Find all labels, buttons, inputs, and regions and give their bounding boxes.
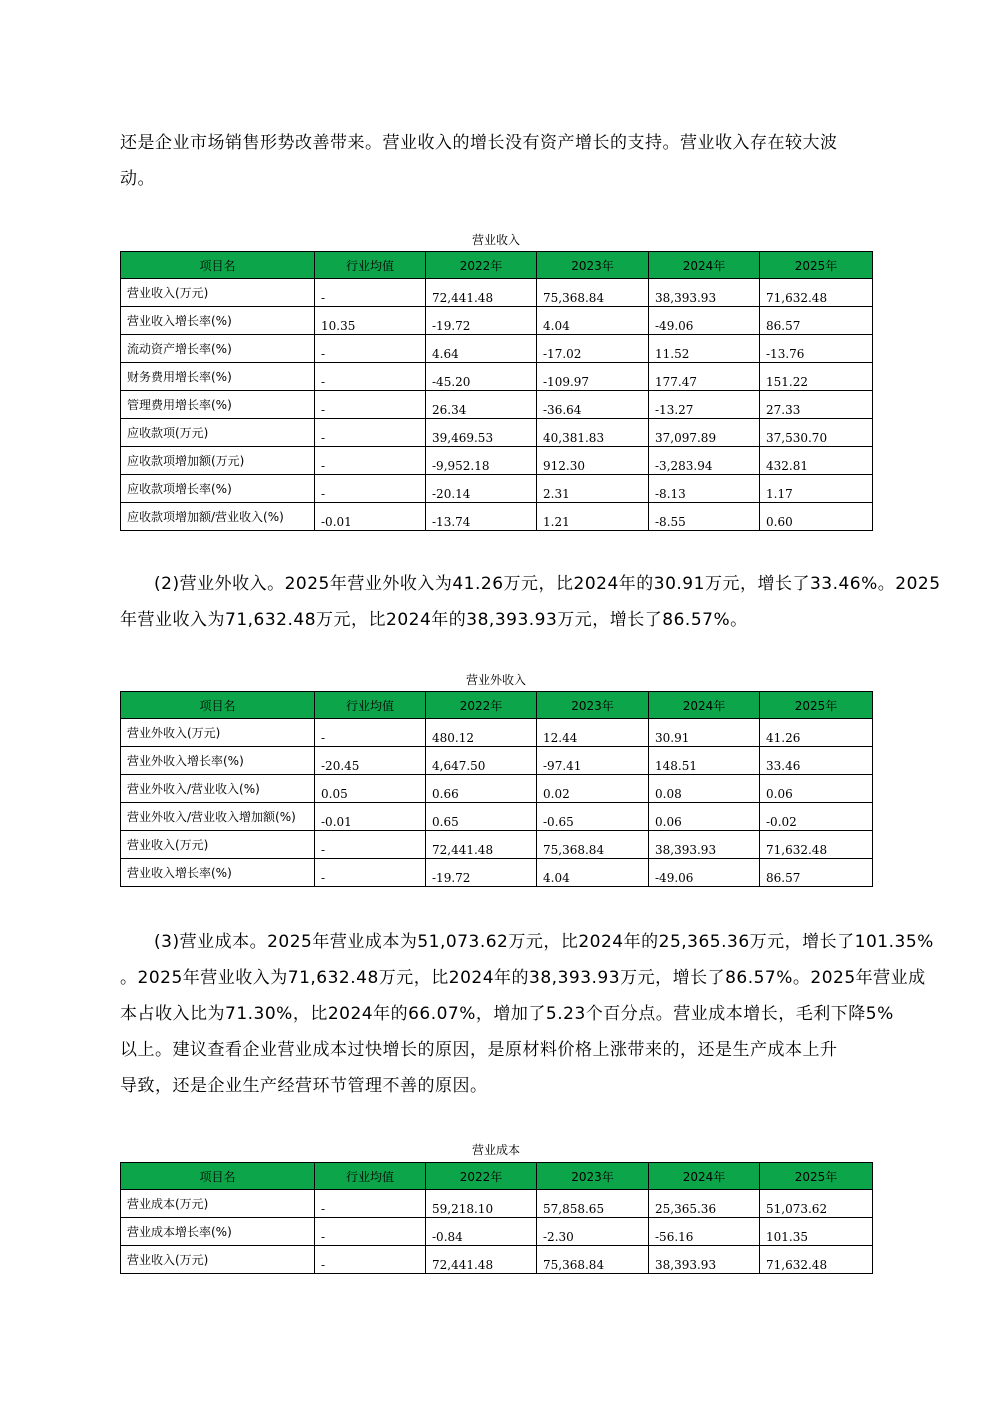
table-cell: 25,365.36 (649, 1190, 760, 1218)
table-header-row (121, 252, 873, 279)
column-header: 项目名 (121, 252, 315, 279)
column-header: 2025年 (760, 1163, 873, 1190)
table2-caption: 营业外收入 (465, 673, 526, 687)
table-cell: 1.21 (537, 503, 649, 531)
table-cell: 39,469.53 (426, 419, 537, 447)
table-cell: - (315, 363, 426, 391)
table-cell: 10.35 (315, 307, 426, 335)
table-row (121, 1190, 873, 1218)
table-cell: 86.57 (760, 859, 873, 887)
revenue-table (120, 251, 873, 531)
column-header: 2024年 (649, 692, 760, 719)
table-cell: -20.45 (315, 747, 426, 775)
row-label: 管理费用增长率(%) (121, 391, 315, 419)
table-cell: 4,647.50 (426, 747, 537, 775)
row-label: 营业收入(万元) (121, 1246, 315, 1274)
column-header: 2023年 (537, 692, 649, 719)
table-cell: -13.74 (426, 503, 537, 531)
table-row (121, 391, 873, 419)
table-cell: 480.12 (426, 719, 537, 747)
table-row (121, 747, 873, 775)
table-cell: 11.52 (649, 335, 760, 363)
table-cell: 2.31 (537, 475, 649, 503)
table-cell: - (315, 447, 426, 475)
table-cell: 27.33 (760, 391, 873, 419)
table-cell: - (315, 391, 426, 419)
table-row (121, 419, 873, 447)
table-cell: -0.01 (315, 503, 426, 531)
row-label: 应收款项增加额/营业收入(%) (121, 503, 315, 531)
table-cell: -19.72 (426, 859, 537, 887)
table-cell: -0.02 (760, 803, 873, 831)
table-cell: 38,393.93 (649, 279, 760, 307)
table-cell: -36.64 (537, 391, 649, 419)
table-row (121, 335, 873, 363)
column-header: 2025年 (760, 252, 873, 279)
table-row (121, 775, 873, 803)
table-cell: 59,218.10 (426, 1190, 537, 1218)
table-row (121, 1218, 873, 1246)
table-cell: -13.27 (649, 391, 760, 419)
table-cell: 30.91 (649, 719, 760, 747)
table-cell: - (315, 1218, 426, 1246)
table-cell: -3,283.94 (649, 447, 760, 475)
row-label: 应收款项增加额(万元) (121, 447, 315, 475)
row-label: 应收款项(万元) (121, 419, 315, 447)
table-cell: 38,393.93 (649, 831, 760, 859)
table-row (121, 279, 873, 307)
table-row (121, 503, 873, 531)
para3-line-1: (3)营业成本。2025年营业成本为51,073.62万元，比2024年的25,365.36万元，增长了101.35% (154, 932, 934, 952)
table-cell: -13.76 (760, 335, 873, 363)
table-cell: 4.04 (537, 307, 649, 335)
column-header: 行业均值 (315, 1163, 426, 1190)
table-cell: - (315, 419, 426, 447)
column-header: 2023年 (537, 252, 649, 279)
table-cell: 4.64 (426, 335, 537, 363)
table-row (121, 859, 873, 887)
table-cell: 432.81 (760, 447, 873, 475)
table-cell: -49.06 (649, 307, 760, 335)
table-cell: -97.41 (537, 747, 649, 775)
table-cell: 0.06 (649, 803, 760, 831)
table-row (121, 475, 873, 503)
table-cell: -0.84 (426, 1218, 537, 1246)
intro-line-1: 还是企业市场销售形势改善带来。营业收入的增长没有资产增长的支持。营业收入存在较大波 (120, 133, 838, 153)
table-cell: 26.34 (426, 391, 537, 419)
table-cell: 75,368.84 (537, 279, 649, 307)
row-label: 财务费用增长率(%) (121, 363, 315, 391)
table-cell: -8.55 (649, 503, 760, 531)
column-header: 2024年 (649, 1163, 760, 1190)
column-header: 项目名 (121, 692, 315, 719)
column-header: 2022年 (426, 692, 537, 719)
table-cell: 72,441.48 (426, 279, 537, 307)
table-row (121, 1246, 873, 1274)
para3-line-2: 。2025年营业收入为71,632.48万元，比2024年的38,393.93万元，增长了86.57%。2025年营业成 (120, 968, 926, 988)
table-cell: 37,097.89 (649, 419, 760, 447)
table-cell: - (315, 1246, 426, 1274)
cost-paragraph (120, 924, 934, 1104)
column-header: 项目名 (121, 1163, 315, 1190)
table-cell: - (315, 831, 426, 859)
column-header: 行业均值 (315, 692, 426, 719)
table-cell: 75,368.84 (537, 831, 649, 859)
row-label: 营业外收入增长率(%) (121, 747, 315, 775)
table-cell: -49.06 (649, 859, 760, 887)
row-label: 营业收入(万元) (121, 279, 315, 307)
table-cell: 1.17 (760, 475, 873, 503)
table3-caption: 营业成本 (471, 1143, 520, 1157)
table1-caption: 营业收入 (471, 233, 520, 247)
column-header: 2024年 (649, 252, 760, 279)
table-cell: 72,441.48 (426, 1246, 537, 1274)
table-header-row (121, 692, 873, 719)
row-label: 营业外收入/营业收入(%) (121, 775, 315, 803)
row-label: 营业收入增长率(%) (121, 307, 315, 335)
table-cell: 12.44 (537, 719, 649, 747)
table-cell: - (315, 279, 426, 307)
column-header: 2025年 (760, 692, 873, 719)
table-cell: 101.35 (760, 1218, 873, 1246)
table-cell: -109.97 (537, 363, 649, 391)
row-label: 营业收入(万元) (121, 831, 315, 859)
row-label: 营业成本(万元) (121, 1190, 315, 1218)
table-row (121, 831, 873, 859)
table-cell: -45.20 (426, 363, 537, 391)
table-row (121, 447, 873, 475)
table-cell: -9,952.18 (426, 447, 537, 475)
table-cell: - (315, 719, 426, 747)
table-cell: -8.13 (649, 475, 760, 503)
para2-line-2: 年营业收入为71,632.48万元，比2024年的38,393.93万元，增长了86.57%。 (120, 610, 748, 630)
table-row (121, 803, 873, 831)
intro-paragraph (120, 125, 890, 197)
row-label: 营业收入增长率(%) (121, 859, 315, 887)
table-cell: - (315, 859, 426, 887)
table-cell: -20.14 (426, 475, 537, 503)
table-cell: 71,632.48 (760, 831, 873, 859)
intro-line-2: 动。 (120, 169, 155, 189)
other-income-paragraph (120, 566, 941, 638)
table-cell: 41.26 (760, 719, 873, 747)
para2-line-1: (2)营业外收入。2025年营业外收入为41.26万元，比2024年的30.91万元，增长了33.46%。2025 (154, 574, 941, 594)
table-cell: 51,073.62 (760, 1190, 873, 1218)
table-cell: 0.65 (426, 803, 537, 831)
column-header: 2022年 (426, 252, 537, 279)
column-header: 行业均值 (315, 252, 426, 279)
table-cell: - (315, 1190, 426, 1218)
table-cell: 37,530.70 (760, 419, 873, 447)
para3-line-5: 导致，还是企业生产经营环节管理不善的原因。 (120, 1076, 488, 1096)
table-cell: 0.60 (760, 503, 873, 531)
table-cell: 0.05 (315, 775, 426, 803)
table-row (121, 307, 873, 335)
column-header: 2022年 (426, 1163, 537, 1190)
para3-line-3: 本占收入比为71.30%，比2024年的66.07%，增加了5.23个百分点。营业成本增长，毛利下降5% (120, 1004, 894, 1024)
table-cell: 0.66 (426, 775, 537, 803)
table-cell: 148.51 (649, 747, 760, 775)
table-cell: 86.57 (760, 307, 873, 335)
row-label: 应收款项增长率(%) (121, 475, 315, 503)
table-cell: -2.30 (537, 1218, 649, 1246)
table-cell: - (315, 335, 426, 363)
row-label: 营业成本增长率(%) (121, 1218, 315, 1246)
table-cell: - (315, 475, 426, 503)
table-cell: 0.06 (760, 775, 873, 803)
table-cell: 38,393.93 (649, 1246, 760, 1274)
other-income-table (120, 691, 873, 887)
table-cell: 177.47 (649, 363, 760, 391)
table-cell: 33.46 (760, 747, 873, 775)
table-cell: 0.02 (537, 775, 649, 803)
table-cell: 71,632.48 (760, 1246, 873, 1274)
table-cell: 0.08 (649, 775, 760, 803)
table-cell: 4.04 (537, 859, 649, 887)
table-cell: -0.65 (537, 803, 649, 831)
table-cell: 72,441.48 (426, 831, 537, 859)
table-cell: 71,632.48 (760, 279, 873, 307)
table-cell: 40,381.83 (537, 419, 649, 447)
row-label: 流动资产增长率(%) (121, 335, 315, 363)
column-header: 2023年 (537, 1163, 649, 1190)
table-row (121, 719, 873, 747)
table-cell: 57,858.65 (537, 1190, 649, 1218)
table-cell: 912.30 (537, 447, 649, 475)
table-cell: -56.16 (649, 1218, 760, 1246)
table-cell: 151.22 (760, 363, 873, 391)
para3-line-4: 以上。建议查看企业营业成本过快增长的原因，是原材料价格上涨带来的，还是生产成本上升 (120, 1040, 838, 1060)
table-cell: 75,368.84 (537, 1246, 649, 1274)
row-label: 营业外收入(万元) (121, 719, 315, 747)
table-cell: -19.72 (426, 307, 537, 335)
table-cell: -0.01 (315, 803, 426, 831)
table-cell: -17.02 (537, 335, 649, 363)
row-label: 营业外收入/营业收入增加额(%) (121, 803, 315, 831)
table-header-row (121, 1163, 873, 1190)
cost-table (120, 1162, 873, 1274)
table-row (121, 363, 873, 391)
